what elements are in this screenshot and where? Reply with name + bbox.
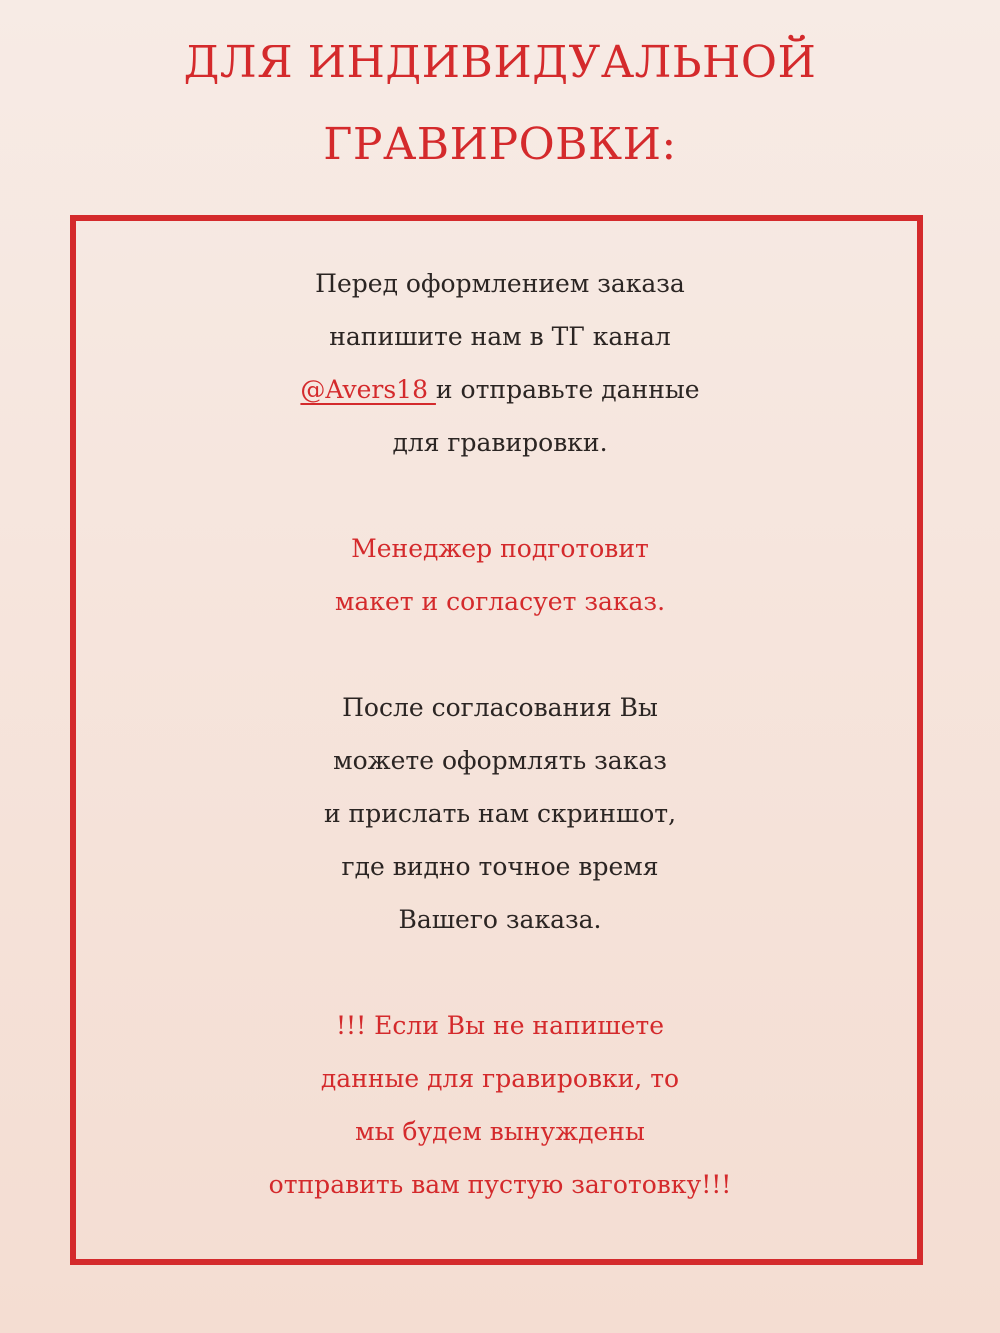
manager-paragraph <box>0 522 1000 628</box>
spacer <box>0 628 1000 681</box>
instructions-line-1: Перед оформлением заказа <box>315 269 685 298</box>
after-approval-line-4: где видно точное время <box>341 852 659 881</box>
warning-line-4: отправить вам пустую заготовку!!! <box>268 1170 732 1199</box>
instructions-paragraph <box>0 257 1000 469</box>
warning-paragraph <box>0 999 1000 1211</box>
instructions-line-4: для гравировки. <box>392 428 608 457</box>
instructions-line-3-rest: и отправьте данные <box>435 375 700 404</box>
info-content <box>0 257 1000 1211</box>
warning-line-1: !!! Если Вы не напишете <box>335 1011 664 1040</box>
after-approval-line-2: можете оформлять заказ <box>333 746 667 775</box>
warning-line-3: мы будем вынуждены <box>355 1117 645 1146</box>
after-approval-line-5: Вашего заказа. <box>398 905 602 934</box>
title-line-1: ДЛЯ ИНДИВИДУАЛЬНОЙ <box>183 37 817 88</box>
telegram-channel-link[interactable]: @Avers18 <box>300 375 436 404</box>
spacer <box>0 469 1000 522</box>
instructions-line-2: напишите нам в ТГ канал <box>329 322 671 351</box>
spacer <box>0 946 1000 999</box>
after-approval-line-1: После согласования Вы <box>342 693 658 722</box>
manager-line-2: макет и согласует заказ. <box>334 587 666 616</box>
warning-line-2: данные для гравировки, то <box>320 1064 680 1093</box>
title-line-2: ГРАВИРОВКИ: <box>323 119 677 170</box>
after-approval-line-3: и прислать нам скриншот, <box>323 799 677 828</box>
after-approval-paragraph <box>0 681 1000 946</box>
page-title <box>0 22 1000 186</box>
instructions-line-3 <box>0 363 1000 416</box>
manager-line-1: Менеджер подготовит <box>351 534 649 563</box>
